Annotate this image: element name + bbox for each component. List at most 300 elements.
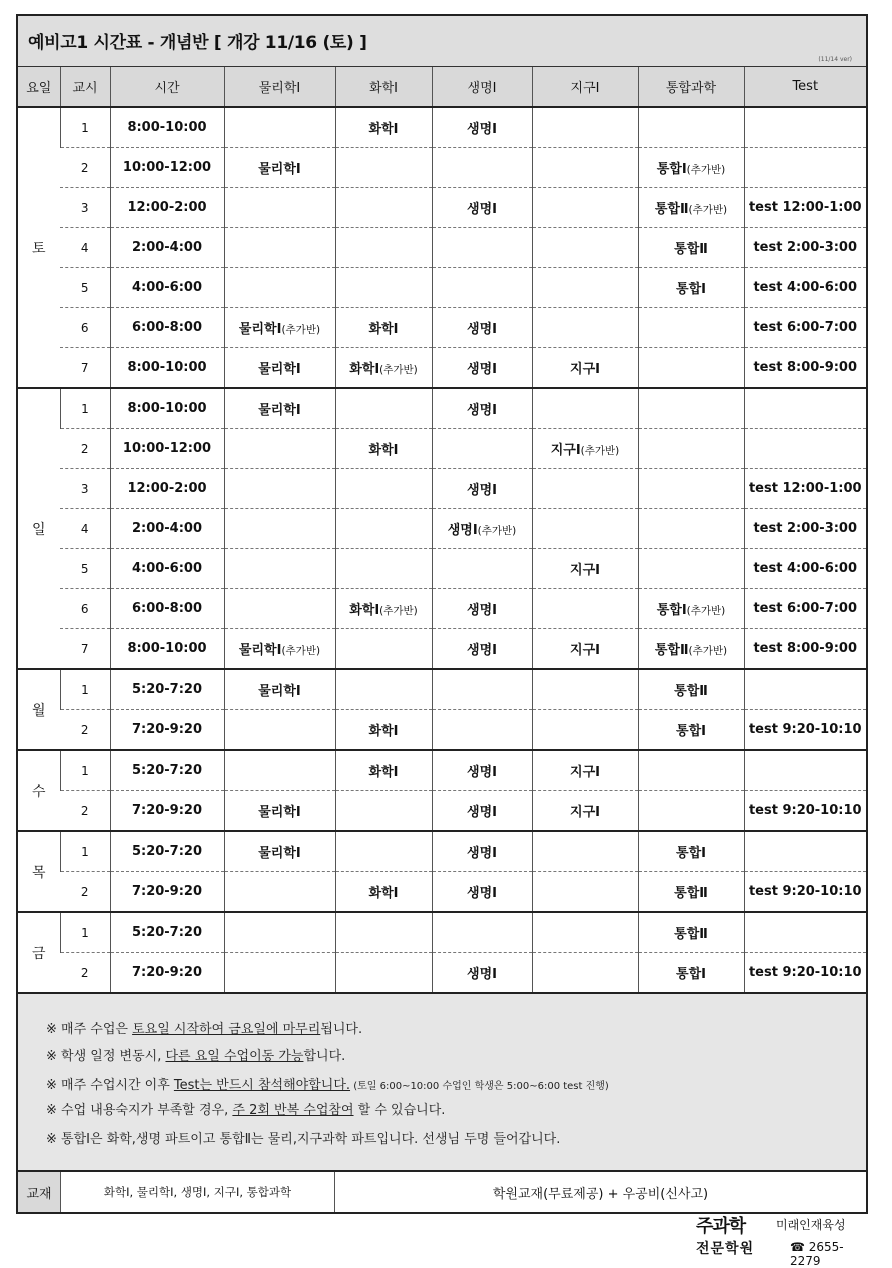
test-cell xyxy=(744,912,866,953)
earth-science-cell xyxy=(532,469,638,509)
table-row xyxy=(18,872,866,913)
note-item xyxy=(46,1128,560,1147)
earth-science-cell xyxy=(532,549,638,589)
chemistry-cell xyxy=(335,669,432,710)
physics-cell xyxy=(224,348,335,389)
earth-science-cell xyxy=(532,509,638,549)
biology-class: 생명I xyxy=(467,362,497,377)
period-cell: 1 xyxy=(60,669,110,710)
integrated-science-cell xyxy=(638,953,744,994)
test-cell xyxy=(744,107,866,148)
note-item xyxy=(46,1099,445,1118)
integrated-science-class: 통합Ⅱ xyxy=(674,684,708,699)
chemistry-class: 화학I xyxy=(368,322,399,337)
table-row xyxy=(18,469,866,509)
physics-cell xyxy=(224,669,335,710)
period-cell: 2 xyxy=(60,148,110,188)
biology-cell xyxy=(432,912,532,953)
chemistry-class: 화학I xyxy=(349,362,380,377)
note-text: (토일 6:00~10:00 수업인 학생은 5:00~6:00 test 진행) xyxy=(350,1081,609,1092)
earth-science-cell xyxy=(532,831,638,872)
time-cell: 8:00-10:00 xyxy=(110,107,224,148)
integrated-science-cell xyxy=(638,308,744,348)
biology-cell xyxy=(432,872,532,913)
biology-class: 생명I xyxy=(447,523,478,538)
time-cell: 8:00-10:00 xyxy=(110,629,224,670)
academy-phone: ☎ 2655-2279 xyxy=(790,1240,844,1268)
chemistry-extra-note: (추가반) xyxy=(379,605,418,617)
day-cell: 월 xyxy=(18,669,60,750)
chemistry-cell xyxy=(335,228,432,268)
integrated-science-class: 통합Ⅰ xyxy=(656,603,687,618)
physics-cell xyxy=(224,831,335,872)
table-row xyxy=(18,912,866,953)
biology-class: 생명I xyxy=(467,403,497,418)
chemistry-cell xyxy=(335,629,432,670)
page-title: 예비고1 시간표 - 개념반 [ 개강 11/16 (토) ] xyxy=(28,33,367,53)
table-row xyxy=(18,388,866,429)
earth-science-cell xyxy=(532,388,638,429)
biology-cell xyxy=(432,188,532,228)
earth-science-class: 지구I xyxy=(550,443,581,458)
integrated-science-cell xyxy=(638,388,744,429)
integrated-science-extra-note: (추가반) xyxy=(688,645,728,657)
earth-science-cell xyxy=(532,629,638,670)
physics-cell xyxy=(224,268,335,308)
period-cell: 4 xyxy=(60,228,110,268)
test-cell: test 9:20-10:10 xyxy=(744,710,866,751)
integrated-science-cell xyxy=(638,710,744,751)
period-cell: 1 xyxy=(60,388,110,429)
earth-science-cell xyxy=(532,308,638,348)
period-cell: 6 xyxy=(60,589,110,629)
physics-class: 물리학I xyxy=(258,362,301,377)
note-text: ※ 통합Ⅰ은 화학,생명 파트이고 통합Ⅱ는 물리,지구과학 파트입니다. 선생님 두명 들어갑니다. xyxy=(46,1132,561,1147)
day-cell: 수 xyxy=(18,750,60,831)
biology-cell xyxy=(432,388,532,429)
textbook-subjects: 화학I, 물리학I, 생명I, 지구I, 통합과학 xyxy=(61,1172,335,1212)
biology-cell xyxy=(432,509,532,549)
integrated-science-cell xyxy=(638,629,744,670)
physics-cell xyxy=(224,750,335,791)
physics-class: 물리학I xyxy=(258,684,301,699)
physics-cell xyxy=(224,388,335,429)
earth-science-class: 지구I xyxy=(570,362,600,377)
version-label: (11/14 ver) xyxy=(818,56,852,63)
integrated-science-cell xyxy=(638,429,744,469)
earth-science-cell xyxy=(532,953,638,994)
earth-science-cell xyxy=(532,107,638,148)
chemistry-class: 화학I xyxy=(368,765,399,780)
academy-tagline: 미래인재육성 xyxy=(776,1218,846,1232)
academy-logo-top: 주과학 xyxy=(696,1216,746,1237)
notes-section xyxy=(18,994,866,1170)
physics-cell xyxy=(224,429,335,469)
earth-science-class: 지구I xyxy=(570,765,600,780)
test-cell: test 9:20-10:10 xyxy=(744,791,866,832)
physics-class: 물리학I xyxy=(258,805,301,820)
chemistry-cell xyxy=(335,107,432,148)
earth-science-cell xyxy=(532,710,638,751)
physics-cell xyxy=(224,228,335,268)
physics-class: 물리학I xyxy=(238,643,282,658)
textbook-label: 교재 xyxy=(18,1172,61,1212)
physics-cell xyxy=(224,589,335,629)
day-cell: 금 xyxy=(18,912,60,993)
period-cell: 1 xyxy=(60,750,110,791)
header-physics: 물리학I xyxy=(224,67,335,107)
period-cell: 2 xyxy=(60,953,110,994)
physics-cell xyxy=(224,629,335,670)
time-cell: 5:20-7:20 xyxy=(110,669,224,710)
integrated-science-cell xyxy=(638,228,744,268)
test-cell: test 2:00-3:00 xyxy=(744,509,866,549)
integrated-science-cell xyxy=(638,188,744,228)
time-cell: 12:00-2:00 xyxy=(110,188,224,228)
timetable-sheet xyxy=(16,14,868,1214)
header-row xyxy=(18,67,866,107)
earth-science-cell xyxy=(532,912,638,953)
integrated-science-cell xyxy=(638,268,744,308)
earth-science-class: 지구I xyxy=(570,643,600,658)
biology-cell xyxy=(432,669,532,710)
schedule-table xyxy=(18,67,866,994)
time-cell: 12:00-2:00 xyxy=(110,469,224,509)
chemistry-cell xyxy=(335,750,432,791)
period-cell: 4 xyxy=(60,509,110,549)
physics-cell xyxy=(224,148,335,188)
test-cell xyxy=(744,388,866,429)
table-row xyxy=(18,589,866,629)
integrated-science-cell xyxy=(638,148,744,188)
test-cell xyxy=(744,831,866,872)
note-text: 할 수 있습니다. xyxy=(353,1103,446,1118)
chemistry-cell xyxy=(335,469,432,509)
test-cell xyxy=(744,750,866,791)
test-cell: test 8:00-9:00 xyxy=(744,348,866,389)
table-row xyxy=(18,791,866,832)
integrated-science-extra-note: (추가반) xyxy=(686,164,726,176)
biology-cell xyxy=(432,429,532,469)
chemistry-cell xyxy=(335,509,432,549)
table-row xyxy=(18,107,866,148)
period-cell: 1 xyxy=(60,831,110,872)
note-emphasis: Test는 반드시 참석해야합니다. xyxy=(173,1078,351,1093)
earth-science-class: 지구I xyxy=(570,805,600,820)
table-row xyxy=(18,148,866,188)
time-cell: 7:20-9:20 xyxy=(110,791,224,832)
biology-cell xyxy=(432,629,532,670)
integrated-science-class: 통합Ⅱ xyxy=(674,927,708,942)
chemistry-cell xyxy=(335,388,432,429)
time-cell: 7:20-9:20 xyxy=(110,953,224,994)
period-cell: 2 xyxy=(60,791,110,832)
period-cell: 7 xyxy=(60,629,110,670)
biology-class: 생명I xyxy=(467,322,497,337)
time-cell: 5:20-7:20 xyxy=(110,912,224,953)
biology-cell xyxy=(432,549,532,589)
biology-class: 생명I xyxy=(467,765,497,780)
chemistry-cell xyxy=(335,791,432,832)
integrated-science-cell xyxy=(638,912,744,953)
test-cell: test 8:00-9:00 xyxy=(744,629,866,670)
table-row xyxy=(18,549,866,589)
physics-cell xyxy=(224,872,335,913)
integrated-science-extra-note: (추가반) xyxy=(688,204,728,216)
test-cell xyxy=(744,429,866,469)
chemistry-extra-note: (추가반) xyxy=(379,364,418,376)
period-cell: 7 xyxy=(60,348,110,389)
test-cell xyxy=(744,669,866,710)
chemistry-cell xyxy=(335,872,432,913)
note-item xyxy=(46,1045,345,1064)
earth-science-cell xyxy=(532,148,638,188)
biology-cell xyxy=(432,710,532,751)
header-period: 교시 xyxy=(60,67,110,107)
table-row xyxy=(18,831,866,872)
physics-cell xyxy=(224,107,335,148)
table-row xyxy=(18,669,866,710)
chemistry-cell xyxy=(335,710,432,751)
period-cell: 1 xyxy=(60,912,110,953)
earth-science-extra-note: (추가반) xyxy=(580,445,620,457)
integrated-science-cell xyxy=(638,348,744,389)
integrated-science-cell xyxy=(638,107,744,148)
biology-class: 생명I xyxy=(467,202,497,217)
integrated-science-cell xyxy=(638,750,744,791)
time-cell: 2:00-4:00 xyxy=(110,509,224,549)
integrated-science-extra-note: (추가반) xyxy=(686,605,726,617)
time-cell: 8:00-10:00 xyxy=(110,388,224,429)
integrated-science-cell xyxy=(638,589,744,629)
chemistry-class: 화학I xyxy=(368,886,399,901)
note-text: ※ 매주 수업시간 이후 xyxy=(46,1078,174,1093)
earth-science-cell xyxy=(532,429,638,469)
chemistry-cell xyxy=(335,148,432,188)
time-cell: 2:00-4:00 xyxy=(110,228,224,268)
table-row xyxy=(18,308,866,348)
integrated-science-cell xyxy=(638,791,744,832)
integrated-science-class: 통합Ⅱ xyxy=(674,886,708,901)
integrated-science-cell xyxy=(638,549,744,589)
table-row xyxy=(18,348,866,389)
integrated-science-class: 통합Ⅱ xyxy=(654,202,689,217)
time-cell: 7:20-9:20 xyxy=(110,872,224,913)
test-cell: test 9:20-10:10 xyxy=(744,953,866,994)
physics-cell xyxy=(224,188,335,228)
table-row xyxy=(18,228,866,268)
test-cell: test 9:20-10:10 xyxy=(744,872,866,913)
physics-cell xyxy=(224,912,335,953)
time-cell: 4:00-6:00 xyxy=(110,549,224,589)
time-cell: 8:00-10:00 xyxy=(110,348,224,389)
test-cell: test 6:00-7:00 xyxy=(744,589,866,629)
physics-cell xyxy=(224,509,335,549)
day-cell: 일 xyxy=(18,388,60,669)
test-cell: test 4:00-6:00 xyxy=(744,549,866,589)
integrated-science-cell xyxy=(638,469,744,509)
table-row xyxy=(18,629,866,670)
physics-cell xyxy=(224,308,335,348)
biology-class: 생명I xyxy=(467,805,497,820)
header-test: Test xyxy=(744,67,866,107)
chemistry-cell xyxy=(335,348,432,389)
note-emphasis: 다른 요일 수업이동 가능 xyxy=(165,1049,304,1064)
note-text: ※ 매주 수업은 xyxy=(46,1022,133,1037)
physics-class: 물리학I xyxy=(258,403,301,418)
earth-science-cell xyxy=(532,791,638,832)
chemistry-cell xyxy=(335,268,432,308)
schedule-body xyxy=(18,107,866,993)
integrated-science-class: 통합Ⅰ xyxy=(676,846,706,861)
integrated-science-cell xyxy=(638,509,744,549)
biology-cell xyxy=(432,589,532,629)
biology-cell xyxy=(432,469,532,509)
biology-cell xyxy=(432,308,532,348)
earth-science-cell xyxy=(532,348,638,389)
textbook-material: 학원교재(무료제공) + 우공비(신사고) xyxy=(492,1186,709,1202)
biology-class: 생명I xyxy=(467,483,497,498)
earth-science-cell xyxy=(532,872,638,913)
header-integrated-science: 통합과학 xyxy=(638,67,744,107)
period-cell: 2 xyxy=(60,710,110,751)
table-row xyxy=(18,509,866,549)
physics-cell xyxy=(224,549,335,589)
time-cell: 5:20-7:20 xyxy=(110,831,224,872)
test-cell: test 4:00-6:00 xyxy=(744,268,866,308)
test-cell xyxy=(744,148,866,188)
test-cell: test 12:00-1:00 xyxy=(744,188,866,228)
physics-cell xyxy=(224,953,335,994)
header-day: 요일 xyxy=(18,67,60,107)
note-text: ※ 수업 내용숙지가 부족할 경우, xyxy=(46,1103,233,1118)
integrated-science-class: 통합Ⅱ xyxy=(674,242,708,257)
table-row xyxy=(18,953,866,994)
biology-cell xyxy=(432,953,532,994)
period-cell: 5 xyxy=(60,549,110,589)
biology-cell xyxy=(432,228,532,268)
biology-class: 생명I xyxy=(467,643,497,658)
biology-cell xyxy=(432,791,532,832)
integrated-science-class: 통합Ⅰ xyxy=(676,724,706,739)
period-cell: 6 xyxy=(60,308,110,348)
biology-cell xyxy=(432,750,532,791)
textbook-row xyxy=(18,1170,866,1212)
biology-class: 생명I xyxy=(467,967,497,982)
earth-science-class: 지구I xyxy=(570,563,600,578)
chemistry-cell xyxy=(335,308,432,348)
note-item xyxy=(46,1074,609,1093)
note-emphasis: 주 2회 반복 수업참여 xyxy=(232,1103,354,1118)
time-cell: 10:00-12:00 xyxy=(110,148,224,188)
integrated-science-cell xyxy=(638,872,744,913)
integrated-science-class: 통합Ⅰ xyxy=(676,282,706,297)
earth-science-cell xyxy=(532,589,638,629)
chemistry-cell xyxy=(335,188,432,228)
period-cell: 3 xyxy=(60,469,110,509)
chemistry-cell xyxy=(335,429,432,469)
time-cell: 5:20-7:20 xyxy=(110,750,224,791)
biology-cell xyxy=(432,148,532,188)
header-chemistry: 화학I xyxy=(335,67,432,107)
table-row xyxy=(18,710,866,751)
integrated-science-class: 통합Ⅰ xyxy=(656,162,687,177)
earth-science-cell xyxy=(532,228,638,268)
period-cell: 3 xyxy=(60,188,110,228)
note-text: ※ 학생 일정 변동시, xyxy=(46,1049,166,1064)
day-cell: 목 xyxy=(18,831,60,912)
chemistry-class: 화학I xyxy=(349,603,380,618)
biology-class: 생명I xyxy=(467,846,497,861)
chemistry-cell xyxy=(335,589,432,629)
header-time: 시간 xyxy=(110,67,224,107)
period-cell: 5 xyxy=(60,268,110,308)
note-emphasis: 토요일 시작하여 금요일에 마무리 xyxy=(132,1022,321,1037)
note-text: 합니다. xyxy=(303,1049,346,1064)
integrated-science-cell xyxy=(638,831,744,872)
header-earth-science: 지구I xyxy=(532,67,638,107)
table-row xyxy=(18,750,866,791)
note-text: 됩니다. xyxy=(320,1022,363,1037)
period-cell: 1 xyxy=(60,107,110,148)
table-row xyxy=(18,268,866,308)
physics-class: 물리학I xyxy=(258,162,301,177)
table-row xyxy=(18,188,866,228)
test-cell: test 12:00-1:00 xyxy=(744,469,866,509)
biology-class: 생명I xyxy=(467,886,497,901)
biology-cell xyxy=(432,348,532,389)
time-cell: 10:00-12:00 xyxy=(110,429,224,469)
physics-class: 물리학I xyxy=(258,846,301,861)
earth-science-cell xyxy=(532,750,638,791)
academy-footer xyxy=(696,1212,866,1268)
biology-cell xyxy=(432,831,532,872)
biology-class: 생명I xyxy=(467,603,497,618)
test-cell: test 6:00-7:00 xyxy=(744,308,866,348)
period-cell: 2 xyxy=(60,429,110,469)
earth-science-cell xyxy=(532,268,638,308)
day-cell: 토 xyxy=(18,107,60,388)
chemistry-class: 화학I xyxy=(368,443,399,458)
chemistry-class: 화학I xyxy=(368,122,399,137)
header-biology: 생명I xyxy=(432,67,532,107)
chemistry-cell xyxy=(335,831,432,872)
earth-science-cell xyxy=(532,669,638,710)
physics-class: 물리학I xyxy=(238,322,282,337)
biology-extra-note: (추가반) xyxy=(477,525,517,537)
physics-cell xyxy=(224,791,335,832)
chemistry-class: 화학I xyxy=(368,724,399,739)
test-cell: test 2:00-3:00 xyxy=(744,228,866,268)
biology-class: 생명I xyxy=(467,122,497,137)
time-cell: 6:00-8:00 xyxy=(110,589,224,629)
title-bar xyxy=(18,16,866,67)
time-cell: 4:00-6:00 xyxy=(110,268,224,308)
biology-cell xyxy=(432,268,532,308)
physics-cell xyxy=(224,469,335,509)
academy-logo-bottom: 전문학원 xyxy=(696,1241,755,1257)
chemistry-cell xyxy=(335,953,432,994)
period-cell: 2 xyxy=(60,872,110,913)
time-cell: 6:00-8:00 xyxy=(110,308,224,348)
physics-extra-note: (추가반) xyxy=(281,324,321,336)
biology-cell xyxy=(432,107,532,148)
physics-cell xyxy=(224,710,335,751)
chemistry-cell xyxy=(335,912,432,953)
time-cell: 7:20-9:20 xyxy=(110,710,224,751)
integrated-science-class: 통합Ⅰ xyxy=(676,967,706,982)
table-row xyxy=(18,429,866,469)
